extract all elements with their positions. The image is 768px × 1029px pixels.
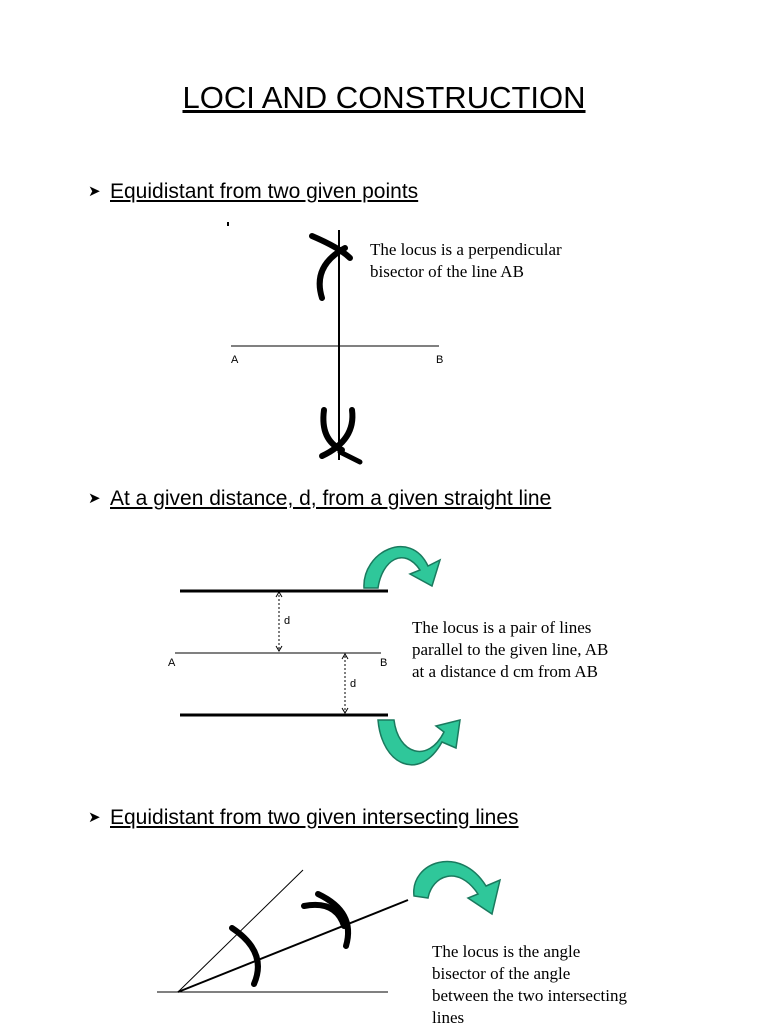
section-2-note-line-1: The locus is a pair of lines (412, 618, 592, 637)
section-3-note-line-4: lines (432, 1008, 465, 1027)
section-3-heading-text: Equidistant from two given intersecting lines (110, 806, 519, 829)
curved-arrow-icon (378, 720, 460, 765)
section-3-note-line-2: bisector of the angle (432, 964, 571, 983)
angle-bisector-line (178, 900, 408, 992)
section-2-label-b: B (380, 657, 388, 669)
arc-bottom-3 (340, 452, 360, 462)
section-2-note-line-3: at a distance d cm from AB (412, 662, 599, 681)
arc-3 (318, 894, 348, 946)
section-1-heading-text: Equidistant from two given points (110, 180, 419, 203)
arc-top-2 (320, 248, 345, 298)
diagram-angle-bisector (157, 862, 500, 992)
arrowhead-bullet-icon: ➤ (88, 809, 101, 826)
arrowhead-bullet-icon: ➤ (88, 490, 101, 507)
section-1-label-a: A (231, 354, 239, 366)
section-2-label-a: A (168, 657, 176, 669)
section-2-label-d1: d (284, 615, 291, 627)
section-2-heading-text: At a given distance, d, from a given straight line (110, 487, 552, 510)
section-1-note-line-2: bisector of the line AB (370, 262, 524, 281)
section-2-label-d2: d (350, 678, 357, 690)
arc-1 (232, 928, 258, 984)
diagram-parallel-lines (175, 547, 460, 765)
page-title: LOCI AND CONSTRUCTION (182, 80, 586, 115)
section-3-note-line-1: The locus is the angle (432, 942, 581, 961)
section-3-note-line-3: between the two intersecting (432, 986, 627, 1005)
arrowhead-bullet-icon: ➤ (88, 183, 101, 200)
section-1-label-b: B (436, 354, 444, 366)
diagram-perpendicular-bisector (228, 222, 439, 462)
section-2-note-line-2: parallel to the given line, AB (412, 640, 609, 659)
curved-arrow-icon (364, 547, 440, 588)
section-1-note-line-1: The locus is a perpendicular (370, 240, 562, 259)
curved-arrow-icon (414, 862, 500, 914)
